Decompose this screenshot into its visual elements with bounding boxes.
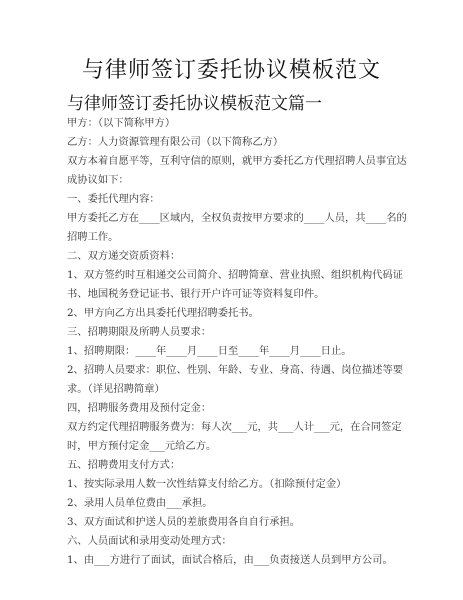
body-paragraph-line: 1、由___方进行了面试，面试合格后，由___负责接送人员到甲方公司。 <box>67 554 393 566</box>
body-paragraph-line: 1、双方签约时互相递交公司简介、招聘简章、营业执照、组织机构代码证 <box>67 269 404 281</box>
clause-heading: 二、双方递交资质资料： <box>67 250 181 262</box>
body-paragraph-line: 2、招聘人员要求：职位、性别、年龄、专业、身高、待遇、岗位描述等要 <box>67 364 404 376</box>
clause-heading: 五、招聘费用支付方式： <box>67 459 181 471</box>
body-paragraph-line: 甲方委托乙方在____区域内，全权负责按甲方要求的____人员，共____名的 <box>67 212 407 224</box>
body-paragraph-line: 3、双方面试和护送人员的差旅费用各自自行承担。 <box>67 516 301 528</box>
body-paragraph-line: 时，甲方预付定金___元给乙方。 <box>67 440 217 452</box>
document-title: 与律师签订委托协议模板范文 <box>81 58 381 83</box>
body-paragraph-line: 求。（详见招聘简章） <box>67 383 165 395</box>
clause-heading: 三、招聘期限及所聘人员要求： <box>67 326 212 338</box>
body-paragraph-line: 书、地国税务登记证书、银行开户许可证等资料复印件。 <box>67 288 325 300</box>
body-paragraph-line: 1、按实际录用人数一次性结算支付给乙方。（扣除预付定金） <box>67 478 347 490</box>
body-paragraph-line: 2、录用人员单位费由___承担。 <box>67 497 213 509</box>
body-paragraph-line: 双方本着自愿平等，互利守信的原则，就甲方委托乙方代理招聘人员事宜达 <box>67 155 407 167</box>
body-paragraph-line: 2、甲方向乙方出具委托代理招聘委托书。 <box>67 307 259 319</box>
party-a-line: 甲方：（以下简称甲方） <box>67 117 176 129</box>
clause-heading: 一、委托代理内容： <box>67 193 160 205</box>
section-title: 与律师签订委托协议模板范文篇一 <box>67 94 322 114</box>
party-b-line: 乙方：人力资源管理有限公司（以下简称乙方） <box>67 136 284 148</box>
body-paragraph-line: 1、招聘期限：____年____月____日至____年____月____日止。 <box>67 345 352 357</box>
body-paragraph-line: 双方约定代理招聘服务费为：每人次___元，共___人计___元，在合同签定 <box>67 421 402 433</box>
clause-heading: 四，招聘服务费用及预付定金： <box>67 402 212 414</box>
body-paragraph-line: 招聘工作。 <box>67 231 119 243</box>
body-paragraph-line: 成协议如下： <box>67 174 129 186</box>
clause-heading: 六、人员面试和录用变动处理方式： <box>67 535 232 547</box>
